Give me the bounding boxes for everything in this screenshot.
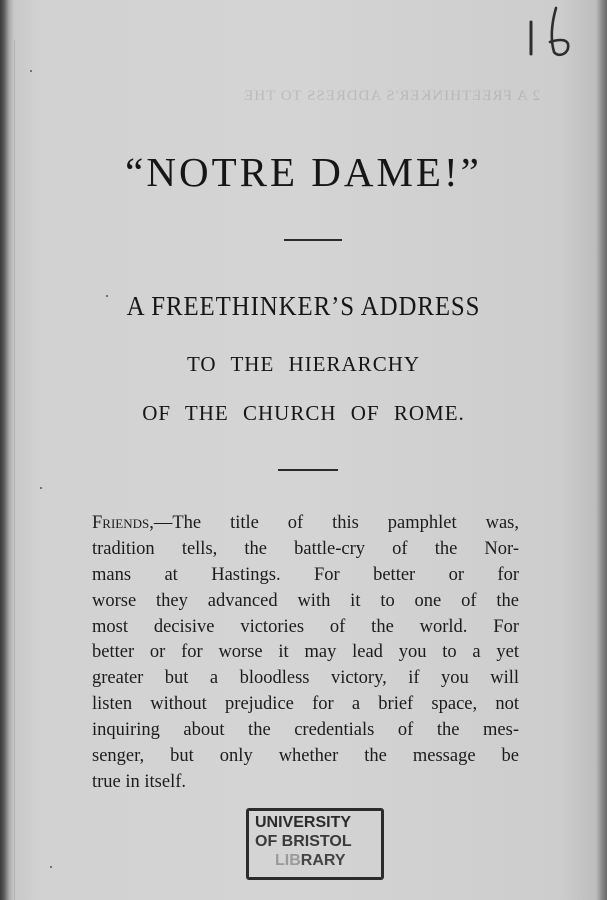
stamp-text: RARY	[300, 852, 346, 869]
stamp-line-3	[275, 852, 346, 870]
text-line: inquiring about the credentials of the mes-	[92, 720, 519, 741]
divider-rule	[284, 239, 342, 241]
text-line: senger, but only whether the message be	[92, 746, 519, 767]
stamp-faded-text: LIB	[275, 852, 301, 869]
paper-speck	[50, 866, 52, 868]
text-line: worse they advanced with it to one of the	[92, 590, 519, 611]
show-through-text: 2 A FREETHINKER'S ADDRESS TO THE	[243, 88, 540, 104]
stamp-line-2: OF BRISTOL	[255, 833, 352, 850]
text-line: true in itself.	[92, 771, 187, 792]
text-line: tradition tells, the battle-cry of the Nor-	[92, 538, 519, 559]
stamp-line-1: UNIVERSITY	[255, 814, 352, 831]
text-line: greater but a bloodless victory, if you will	[92, 668, 519, 689]
text-line: mans at Hastings. For better or for	[92, 564, 519, 585]
text-line: better or for worse it may lead you to a yet	[92, 642, 519, 663]
salutation: Friends,	[92, 513, 154, 533]
page-title: “NOTRE DAME!”	[125, 149, 482, 195]
library-stamp	[246, 808, 384, 880]
paper-speck	[30, 70, 32, 72]
text-line: listen without prejudice for a brief space, not	[92, 694, 519, 715]
subtitle-line-3: OF THE CHURCH OF ROME.	[142, 401, 465, 425]
handwritten-folio-number	[526, 4, 576, 60]
subtitle-line-1: A FREETHINKER’S ADDRESS	[126, 291, 481, 321]
divider-rule	[278, 469, 338, 471]
text-line: most decisive victories of the world. For	[92, 616, 519, 637]
text-line	[92, 511, 519, 537]
body-paragraph	[92, 511, 519, 796]
text-line-content: —The title of this pamphlet was,	[153, 513, 519, 533]
paper-speck	[40, 487, 42, 489]
subtitle-line-2: TO THE HIERARCHY	[186, 352, 421, 376]
paper-speck	[106, 295, 108, 297]
